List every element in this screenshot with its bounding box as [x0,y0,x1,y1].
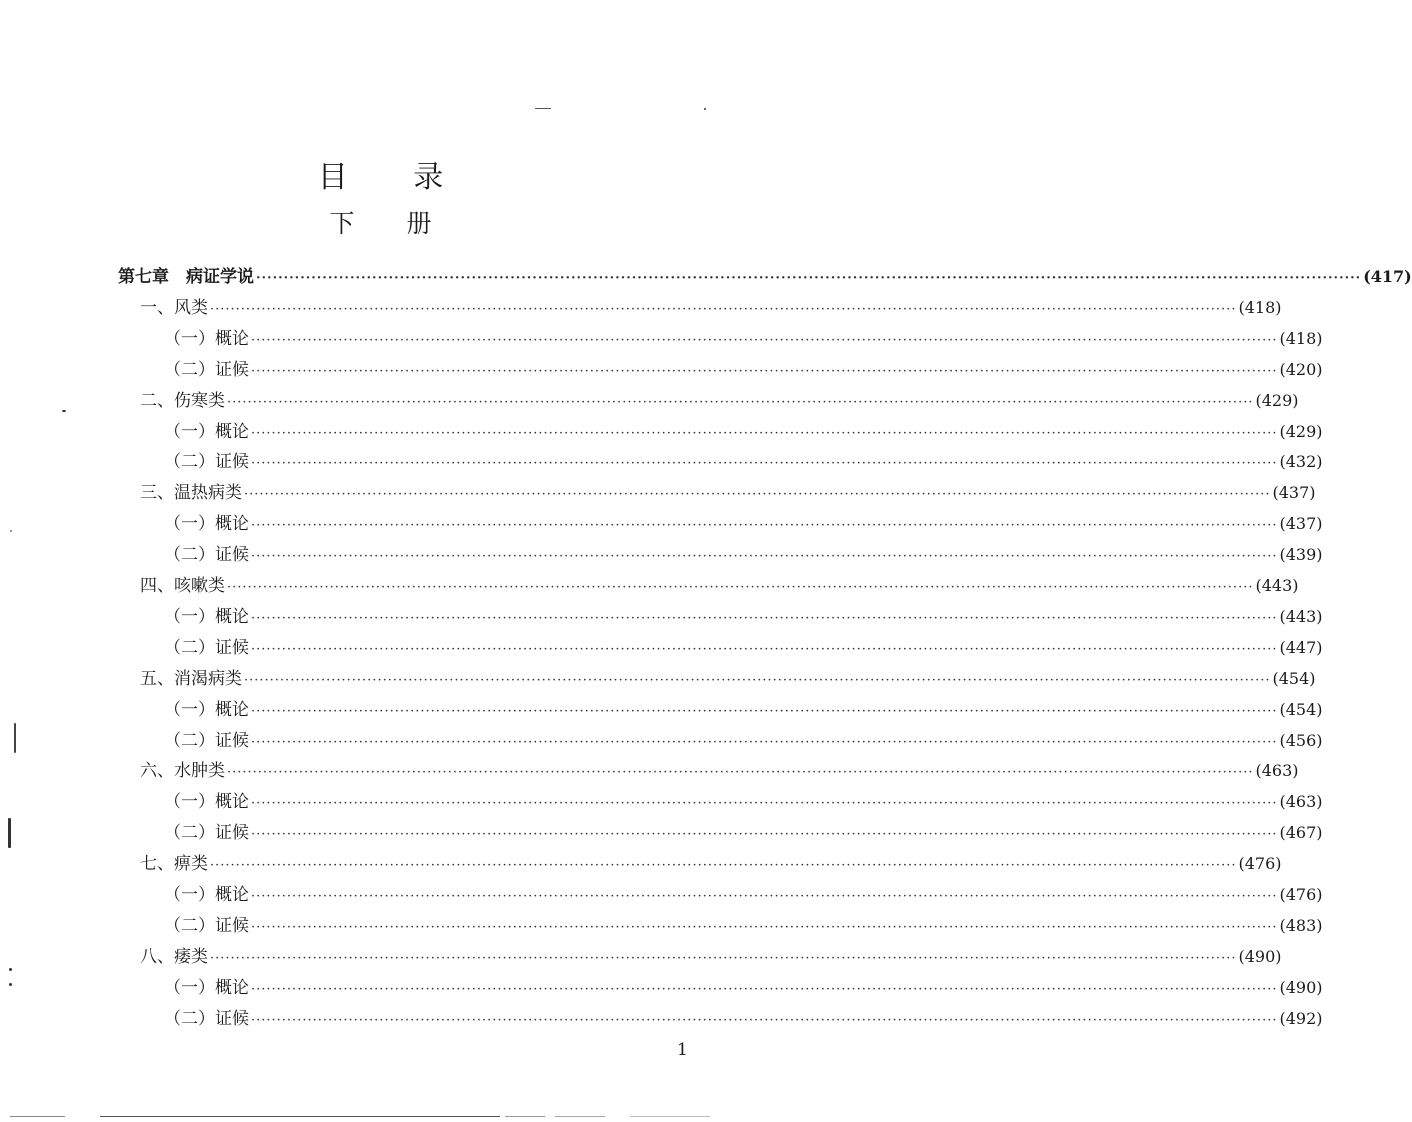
toc-leader-dots: ········································································································································································································ [244,673,1271,688]
toc-entry-title: 二、伤寒类 [140,391,225,411]
toc-entry-page: (483) [1279,916,1323,935]
scan-artifact-line [10,1116,65,1117]
toc-entry [140,293,1282,323]
toc-leader-dots: ········································································································································································································ [251,796,1278,811]
toc-leader-dots: ········································································································································································································ [251,889,1278,904]
toc-entry-title: （一）概论 [164,607,249,627]
scan-artifact-speck [14,723,16,753]
toc-entry [164,509,1323,539]
toc-entry [164,973,1323,1003]
toc-entry-title: 四、咳嗽类 [140,576,225,596]
toc-entry-page: (439) [1279,545,1323,564]
toc-leader-dots: ········································································································································································································ [251,642,1278,657]
toc-entry [164,602,1323,632]
toc-entry [140,849,1282,879]
toc-entry [164,324,1323,354]
toc-entry [140,664,1316,694]
toc-entry-page: (432) [1279,452,1323,471]
toc-entry-page: (418) [1238,298,1282,317]
toc-entry-title: （一）概论 [164,329,249,349]
toc-entry-title: （一）概论 [164,700,249,720]
toc-leader-dots: ········································································································································································································ [251,982,1278,997]
toc-entry-page: (429) [1255,391,1299,410]
toc-entry-page: (454) [1279,700,1323,719]
toc-entry [140,478,1316,508]
toc-entry-page: (417) [1363,267,1412,286]
toc-entry [164,695,1323,725]
toc-entry [164,540,1323,570]
scan-artifact-speck [9,968,12,971]
toc-entry-page: (463) [1255,761,1299,780]
toc-entry-page: (492) [1279,1009,1323,1028]
toc-leader-dots: ········································································································································································································ [251,456,1278,471]
toc-entry-page: (443) [1279,607,1323,626]
toc-leader-dots: ········································································································································································································ [256,271,1362,286]
toc-entry-page: (467) [1279,823,1323,842]
toc-entry [164,417,1323,447]
scan-artifact-speck [9,983,12,986]
scan-artifact-line [505,1116,545,1117]
toc-entry-title: （二）证候 [164,823,249,843]
toc-entry-title: （二）证候 [164,452,249,472]
toc-entry [140,386,1299,416]
toc-entry-page: (443) [1255,576,1299,595]
toc-entry-page: (418) [1279,329,1323,348]
toc-entry [164,911,1323,941]
scan-artifact-line [555,1116,605,1117]
toc-leader-dots: ········································································································································································································ [251,426,1278,441]
page-number: 1 [677,1040,688,1060]
toc-leader-dots: ········································································································································································································ [251,704,1278,719]
toc-leader-dots: ········································································································································································································ [251,518,1278,533]
toc-leader-dots: ········································································································································································································ [251,827,1278,842]
toc-entry-title: （二）证候 [164,360,249,380]
scan-artifact-speck [704,108,706,110]
scan-artifact-speck [8,818,11,848]
toc-leader-dots: ········································································································································································································ [210,951,1237,966]
toc-entry-title: 第七章 病证学说 [118,267,254,287]
toc-entry-title: （二）证候 [164,1009,249,1029]
toc-leader-dots: ········································································································································································································ [251,611,1278,626]
toc-entry [140,756,1299,786]
toc-entry-page: (476) [1238,854,1282,873]
toc-entry-title: （二）证候 [164,916,249,936]
toc-entry-title: 七、痹类 [140,854,208,874]
toc-leader-dots: ········································································································································································································ [227,395,1254,410]
toc-entry [118,262,1412,292]
toc-entry-page: (476) [1279,885,1323,904]
scan-artifact-speck [10,530,12,532]
toc-entry-title: 六、水肿类 [140,761,225,781]
toc-entry-title: （一）概论 [164,514,249,534]
toc-leader-dots: ········································································································································································································ [251,549,1278,564]
scan-artifact-speck [62,410,66,412]
toc-entry-page: (490) [1238,947,1282,966]
toc-entry-page: (420) [1279,360,1323,379]
toc-entry [164,1004,1323,1034]
toc-entry-page: (463) [1279,792,1323,811]
toc-entry-page: (490) [1279,978,1323,997]
toc-entry [164,880,1323,910]
toc-entry-title: （一）概论 [164,885,249,905]
toc-entry [164,633,1323,663]
toc-entry-title: （二）证候 [164,545,249,565]
scan-artifact-line [100,1116,500,1117]
toc-leader-dots: ········································································································································································································ [227,580,1254,595]
toc-entry [164,355,1323,385]
volume-title: 下 册 [329,209,454,238]
toc-entry-title: （二）证候 [164,638,249,658]
toc-entry-title: 三、温热病类 [140,483,242,503]
toc-entry-page: (447) [1279,638,1323,657]
scan-artifact-line [630,1116,710,1117]
toc-leader-dots: ········································································································································································································ [227,765,1254,780]
toc-entry-page: (456) [1279,731,1323,750]
toc-entry-title: 八、痿类 [140,947,208,967]
toc-entry [164,787,1323,817]
toc-entry-title: （一）概论 [164,978,249,998]
toc-entry-title: （二）证候 [164,731,249,751]
toc-leader-dots: ········································································································································································································ [251,364,1278,379]
toc-entry [140,942,1282,972]
toc-leader-dots: ········································································································································································································ [251,1013,1278,1028]
toc-leader-dots: ········································································································································································································ [251,333,1278,348]
toc-entry-page: (437) [1279,514,1323,533]
toc-entry [164,447,1323,477]
toc-entry [164,818,1323,848]
toc-leader-dots: ········································································································································································································ [251,920,1278,935]
toc-leader-dots: ········································································································································································································ [244,487,1271,502]
toc-entry-page: (454) [1272,669,1316,688]
toc-entry-title: 五、消渴病类 [140,669,242,689]
toc-entry [164,726,1323,756]
toc-leader-dots: ········································································································································································································ [251,735,1278,750]
page-title: 目 录 [317,160,472,195]
toc-entry-page: (429) [1279,422,1323,441]
toc-entry-title: （一）概论 [164,422,249,442]
toc-leader-dots: ········································································································································································································ [210,858,1237,873]
toc-leader-dots: ········································································································································································································ [210,302,1237,317]
toc-entry-page: (437) [1272,483,1316,502]
toc-entry-title: 一、风类 [140,298,208,318]
toc-entry [140,571,1299,601]
scan-artifact-line [535,108,551,109]
toc-entry-title: （一）概论 [164,792,249,812]
